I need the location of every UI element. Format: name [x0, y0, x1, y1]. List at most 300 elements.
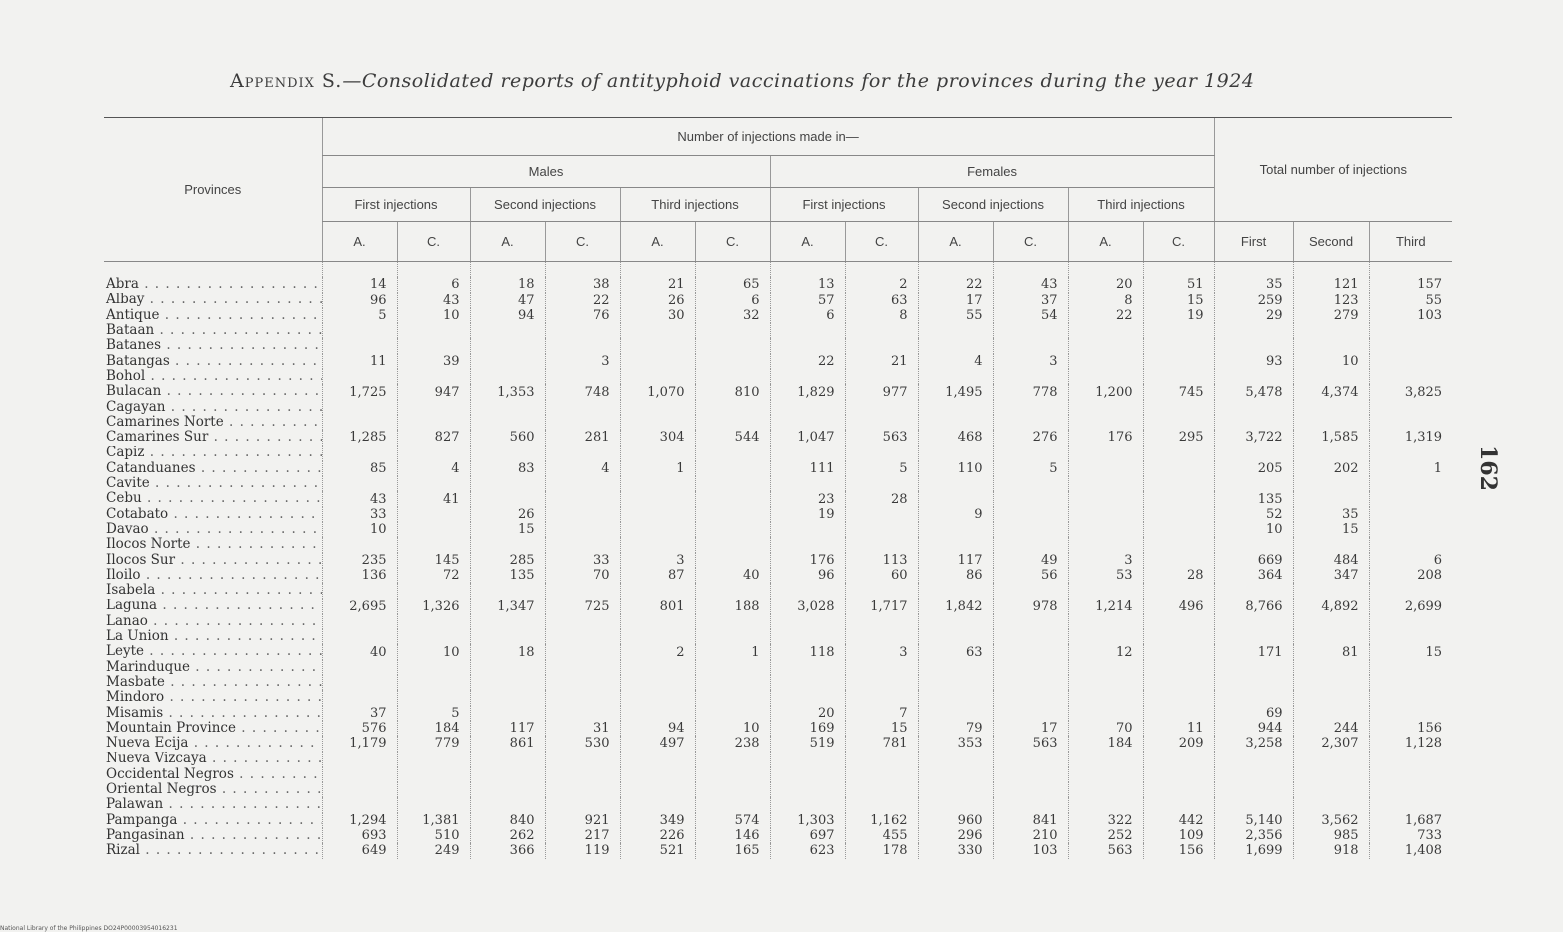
- value-cell: 563: [845, 430, 918, 445]
- value-cell: 519: [770, 736, 845, 751]
- value-cell: 52: [1214, 507, 1293, 522]
- spacer-row: [104, 262, 1452, 278]
- value-cell: 17: [993, 721, 1068, 736]
- province-name: Bulacan . . .: [106, 384, 322, 399]
- value-cell: [1214, 660, 1293, 675]
- province-name-cell: [104, 813, 322, 828]
- value-cell: [1369, 583, 1452, 598]
- value-cell: [1369, 323, 1452, 338]
- provinces-header: Provinces: [104, 118, 322, 262]
- value-cell: 169: [770, 721, 845, 736]
- value-cell: 7: [845, 706, 918, 721]
- value-cell: 26: [470, 507, 545, 522]
- value-cell: 156: [1369, 721, 1452, 736]
- province-name-cell: [104, 736, 322, 751]
- value-cell: [845, 629, 918, 644]
- value-cell: 944: [1214, 721, 1293, 736]
- value-cell: 76: [545, 308, 620, 323]
- value-cell: 442: [1143, 813, 1214, 828]
- value-cell: [1293, 400, 1369, 415]
- value-cell: 455: [845, 828, 918, 843]
- value-cell: [1143, 583, 1214, 598]
- province-name-cell: [104, 721, 322, 736]
- value-cell: 15: [470, 522, 545, 537]
- value-cell: 840: [470, 813, 545, 828]
- value-cell: 136: [322, 568, 397, 583]
- value-cell: 563: [1068, 843, 1143, 858]
- value-cell: [322, 797, 397, 812]
- value-cell: [1143, 797, 1214, 812]
- province-name-cell: [104, 491, 322, 506]
- value-cell: 57: [770, 293, 845, 308]
- value-cell: 41: [397, 491, 470, 506]
- col-a-header: A.: [322, 222, 397, 262]
- value-cell: 28: [1143, 568, 1214, 583]
- value-cell: [695, 797, 770, 812]
- province-name-cell: [104, 308, 322, 323]
- value-cell: 748: [545, 384, 620, 399]
- value-cell: 3,258: [1214, 736, 1293, 751]
- value-cell: 217: [545, 828, 620, 843]
- table-row: [104, 369, 1452, 384]
- value-cell: [322, 675, 397, 690]
- value-cell: [1143, 338, 1214, 353]
- value-cell: [470, 675, 545, 690]
- province-name-cell: [104, 644, 322, 659]
- value-cell: [1214, 369, 1293, 384]
- value-cell: 37: [322, 706, 397, 721]
- value-cell: [845, 675, 918, 690]
- value-cell: [993, 690, 1068, 705]
- value-cell: 2,356: [1214, 828, 1293, 843]
- value-cell: 56: [993, 568, 1068, 583]
- value-cell: 1,128: [1369, 736, 1452, 751]
- value-cell: [993, 537, 1068, 552]
- value-cell: [1369, 354, 1452, 369]
- value-cell: [545, 644, 620, 659]
- value-cell: 364: [1214, 568, 1293, 583]
- value-cell: 20: [1068, 277, 1143, 292]
- value-cell: [1369, 537, 1452, 552]
- value-cell: 38: [545, 277, 620, 292]
- value-cell: [1214, 415, 1293, 430]
- province-name-cell: [104, 446, 322, 461]
- province-name-cell: [104, 323, 322, 338]
- value-cell: [1068, 767, 1143, 782]
- value-cell: [1293, 660, 1369, 675]
- value-cell: [1214, 583, 1293, 598]
- province-name-cell: [104, 415, 322, 430]
- table-row: [104, 446, 1452, 461]
- value-cell: [545, 614, 620, 629]
- value-cell: 79: [918, 721, 993, 736]
- value-cell: 3: [620, 553, 695, 568]
- value-cell: [470, 782, 545, 797]
- province-name-cell: [104, 797, 322, 812]
- males-third-header: Third injections: [620, 188, 770, 222]
- value-cell: [845, 752, 918, 767]
- value-cell: [695, 660, 770, 675]
- table-row: [104, 813, 1452, 828]
- province-name: Isabela . . .: [106, 583, 322, 598]
- value-cell: [1068, 446, 1143, 461]
- value-cell: 33: [545, 553, 620, 568]
- value-cell: [620, 782, 695, 797]
- value-cell: 10: [322, 522, 397, 537]
- province-name-cell: [104, 522, 322, 537]
- value-cell: 1,070: [620, 384, 695, 399]
- value-cell: [695, 522, 770, 537]
- value-cell: [845, 767, 918, 782]
- value-cell: 20: [770, 706, 845, 721]
- province-name-cell: [104, 706, 322, 721]
- value-cell: 1,717: [845, 599, 918, 614]
- value-cell: [993, 629, 1068, 644]
- value-cell: [545, 690, 620, 705]
- value-cell: 810: [695, 384, 770, 399]
- value-cell: [918, 797, 993, 812]
- province-name-cell: [104, 675, 322, 690]
- value-cell: [695, 354, 770, 369]
- value-cell: 1,585: [1293, 430, 1369, 445]
- value-cell: 2: [845, 277, 918, 292]
- province-name: Catanduanes . . .: [106, 461, 322, 476]
- table-row: [104, 599, 1452, 614]
- value-cell: [1214, 338, 1293, 353]
- value-cell: [322, 782, 397, 797]
- value-cell: 1,326: [397, 599, 470, 614]
- value-cell: [1068, 675, 1143, 690]
- value-cell: [1369, 629, 1452, 644]
- value-cell: [545, 797, 620, 812]
- table-row: [104, 752, 1452, 767]
- province-name-cell: [104, 614, 322, 629]
- value-cell: 184: [1068, 736, 1143, 751]
- province-name: Rizal . . .: [106, 843, 322, 858]
- table-row: [104, 491, 1452, 506]
- value-cell: [845, 476, 918, 491]
- value-cell: [845, 614, 918, 629]
- value-cell: [397, 323, 470, 338]
- value-cell: 496: [1143, 599, 1214, 614]
- province-name: Abra . . .: [106, 277, 322, 292]
- value-cell: 281: [545, 430, 620, 445]
- value-cell: [397, 690, 470, 705]
- value-cell: 366: [470, 843, 545, 858]
- value-cell: [620, 338, 695, 353]
- value-cell: [470, 706, 545, 721]
- value-cell: [620, 583, 695, 598]
- total-third-header: Third: [1369, 222, 1452, 262]
- title-lead: Appendix S.: [230, 70, 343, 92]
- value-cell: [845, 369, 918, 384]
- value-cell: 1: [695, 644, 770, 659]
- value-cell: [397, 476, 470, 491]
- value-cell: [470, 537, 545, 552]
- value-cell: [1214, 629, 1293, 644]
- value-cell: [545, 782, 620, 797]
- value-cell: [1143, 491, 1214, 506]
- province-name-cell: [104, 690, 322, 705]
- value-cell: 70: [545, 568, 620, 583]
- value-cell: 1,294: [322, 813, 397, 828]
- value-cell: [1214, 323, 1293, 338]
- value-cell: [770, 767, 845, 782]
- value-cell: [1143, 369, 1214, 384]
- value-cell: 6: [397, 277, 470, 292]
- col-a-header: A.: [620, 222, 695, 262]
- value-cell: 111: [770, 461, 845, 476]
- value-cell: [470, 752, 545, 767]
- page-number: 162: [1474, 445, 1501, 491]
- value-cell: [620, 629, 695, 644]
- value-cell: 119: [545, 843, 620, 858]
- value-cell: 6: [770, 308, 845, 323]
- value-cell: [1293, 706, 1369, 721]
- value-cell: [470, 369, 545, 384]
- value-cell: 1,353: [470, 384, 545, 399]
- province-name: Albay . . .: [106, 293, 322, 308]
- value-cell: 22: [918, 277, 993, 292]
- value-cell: [695, 782, 770, 797]
- value-cell: [470, 338, 545, 353]
- province-name: Cagayan . . .: [106, 400, 322, 415]
- value-cell: 29: [1214, 308, 1293, 323]
- province-name: Masbate . . .: [106, 675, 322, 690]
- value-cell: [397, 369, 470, 384]
- value-cell: [1369, 675, 1452, 690]
- value-cell: [695, 461, 770, 476]
- value-cell: [1369, 614, 1452, 629]
- table-row: [104, 415, 1452, 430]
- value-cell: [695, 706, 770, 721]
- value-cell: 63: [918, 644, 993, 659]
- value-cell: 210: [993, 828, 1068, 843]
- value-cell: 135: [1214, 491, 1293, 506]
- value-cell: 11: [1143, 721, 1214, 736]
- value-cell: [1214, 400, 1293, 415]
- table-row: [104, 338, 1452, 353]
- value-cell: 960: [918, 813, 993, 828]
- province-name: Cotabato . . .: [106, 507, 322, 522]
- value-cell: 21: [620, 277, 695, 292]
- value-cell: 5,140: [1214, 813, 1293, 828]
- value-cell: [1293, 797, 1369, 812]
- value-cell: [695, 338, 770, 353]
- value-cell: 12: [1068, 644, 1143, 659]
- value-cell: [1143, 675, 1214, 690]
- value-cell: 123: [1293, 293, 1369, 308]
- value-cell: [1293, 537, 1369, 552]
- value-cell: 15: [845, 721, 918, 736]
- col-c-header: C.: [545, 222, 620, 262]
- value-cell: [770, 629, 845, 644]
- males-header: Males: [322, 156, 770, 188]
- value-cell: [1293, 583, 1369, 598]
- value-cell: [993, 415, 1068, 430]
- value-cell: [918, 690, 993, 705]
- value-cell: [918, 537, 993, 552]
- value-cell: [620, 690, 695, 705]
- value-cell: 5: [397, 706, 470, 721]
- value-cell: 259: [1214, 293, 1293, 308]
- value-cell: [770, 415, 845, 430]
- value-cell: [770, 797, 845, 812]
- value-cell: 3: [993, 354, 1068, 369]
- value-cell: [1068, 782, 1143, 797]
- value-cell: 55: [918, 308, 993, 323]
- value-cell: [620, 522, 695, 537]
- value-cell: [620, 660, 695, 675]
- value-cell: 1,319: [1369, 430, 1452, 445]
- value-cell: 22: [1068, 308, 1143, 323]
- value-cell: 510: [397, 828, 470, 843]
- province-name-cell: [104, 767, 322, 782]
- value-cell: 623: [770, 843, 845, 858]
- value-cell: [1143, 446, 1214, 461]
- value-cell: [1214, 767, 1293, 782]
- value-cell: 9: [918, 507, 993, 522]
- value-cell: 1,047: [770, 430, 845, 445]
- value-cell: [993, 752, 1068, 767]
- value-cell: [1293, 614, 1369, 629]
- value-cell: [1143, 476, 1214, 491]
- value-cell: [918, 767, 993, 782]
- value-cell: [397, 507, 470, 522]
- value-cell: [1369, 660, 1452, 675]
- value-cell: [1143, 690, 1214, 705]
- province-name-cell: [104, 782, 322, 797]
- value-cell: 296: [918, 828, 993, 843]
- total-first-header: First: [1214, 222, 1293, 262]
- value-cell: [993, 614, 1068, 629]
- table-row: [104, 644, 1452, 659]
- value-cell: [1214, 752, 1293, 767]
- value-cell: [545, 491, 620, 506]
- table-row: [104, 767, 1452, 782]
- province-name: Antique . . .: [106, 308, 322, 323]
- value-cell: 109: [1143, 828, 1214, 843]
- value-cell: [1214, 537, 1293, 552]
- value-cell: [1068, 706, 1143, 721]
- value-cell: 725: [545, 599, 620, 614]
- value-cell: [1068, 660, 1143, 675]
- value-cell: 861: [470, 736, 545, 751]
- value-cell: 985: [1293, 828, 1369, 843]
- value-cell: 22: [770, 354, 845, 369]
- value-cell: [845, 583, 918, 598]
- value-cell: [1369, 338, 1452, 353]
- value-cell: 15: [1369, 644, 1452, 659]
- value-cell: 94: [620, 721, 695, 736]
- value-cell: 205: [1214, 461, 1293, 476]
- value-cell: 649: [322, 843, 397, 858]
- value-cell: 1,200: [1068, 384, 1143, 399]
- col-c-header: C.: [993, 222, 1068, 262]
- value-cell: [1068, 583, 1143, 598]
- value-cell: [470, 583, 545, 598]
- value-cell: 39: [397, 354, 470, 369]
- value-cell: 6: [695, 293, 770, 308]
- value-cell: [993, 323, 1068, 338]
- females-header: Females: [770, 156, 1214, 188]
- value-cell: [620, 415, 695, 430]
- province-name: Capiz . . .: [106, 446, 322, 461]
- table-row: [104, 354, 1452, 369]
- value-cell: [322, 767, 397, 782]
- value-cell: [1068, 522, 1143, 537]
- value-cell: 5,478: [1214, 384, 1293, 399]
- value-cell: [1143, 660, 1214, 675]
- value-cell: [695, 369, 770, 384]
- value-cell: 18: [470, 277, 545, 292]
- value-cell: 669: [1214, 553, 1293, 568]
- province-name-cell: [104, 369, 322, 384]
- value-cell: 176: [770, 553, 845, 568]
- value-cell: 32: [695, 308, 770, 323]
- province-name-cell: [104, 400, 322, 415]
- value-cell: 745: [1143, 384, 1214, 399]
- col-a-header: A.: [770, 222, 845, 262]
- value-cell: [770, 660, 845, 675]
- value-cell: [993, 583, 1068, 598]
- value-cell: [770, 583, 845, 598]
- value-cell: 19: [1143, 308, 1214, 323]
- value-cell: [993, 660, 1068, 675]
- value-cell: [1068, 354, 1143, 369]
- value-cell: [695, 476, 770, 491]
- value-cell: 10: [397, 644, 470, 659]
- value-cell: [322, 369, 397, 384]
- value-cell: [322, 446, 397, 461]
- value-cell: [918, 752, 993, 767]
- value-cell: 28: [845, 491, 918, 506]
- value-cell: [1293, 338, 1369, 353]
- province-name-cell: [104, 599, 322, 614]
- footer-note: National Library of the Philippines DO24P00003954016231: [0, 925, 178, 932]
- value-cell: [545, 706, 620, 721]
- value-cell: [695, 415, 770, 430]
- province-name: Ilocos Sur . . .: [106, 553, 322, 568]
- value-cell: [1293, 690, 1369, 705]
- table-row: [104, 384, 1452, 399]
- title-rest: —Consolidated reports of antityphoid vaccinations for the provinces during the year 1924: [342, 70, 1255, 92]
- province-name-cell: [104, 507, 322, 522]
- province-name: Nueva Ecija . . .: [106, 736, 322, 751]
- value-cell: [1293, 767, 1369, 782]
- value-cell: 1: [1369, 461, 1452, 476]
- province-name: Leyte . . .: [106, 644, 322, 659]
- value-cell: [1143, 752, 1214, 767]
- value-cell: 3,562: [1293, 813, 1369, 828]
- value-cell: [695, 583, 770, 598]
- value-cell: 249: [397, 843, 470, 858]
- table-row: [104, 614, 1452, 629]
- value-cell: [1143, 706, 1214, 721]
- value-cell: [1369, 767, 1452, 782]
- value-cell: 13: [770, 277, 845, 292]
- table-body: [104, 262, 1452, 859]
- value-cell: [620, 507, 695, 522]
- value-cell: 1,829: [770, 384, 845, 399]
- value-cell: [322, 323, 397, 338]
- value-cell: [993, 446, 1068, 461]
- males-second-header: Second injections: [470, 188, 620, 222]
- value-cell: [620, 767, 695, 782]
- value-cell: [1293, 446, 1369, 461]
- value-cell: 96: [322, 293, 397, 308]
- col-a-header: A.: [1068, 222, 1143, 262]
